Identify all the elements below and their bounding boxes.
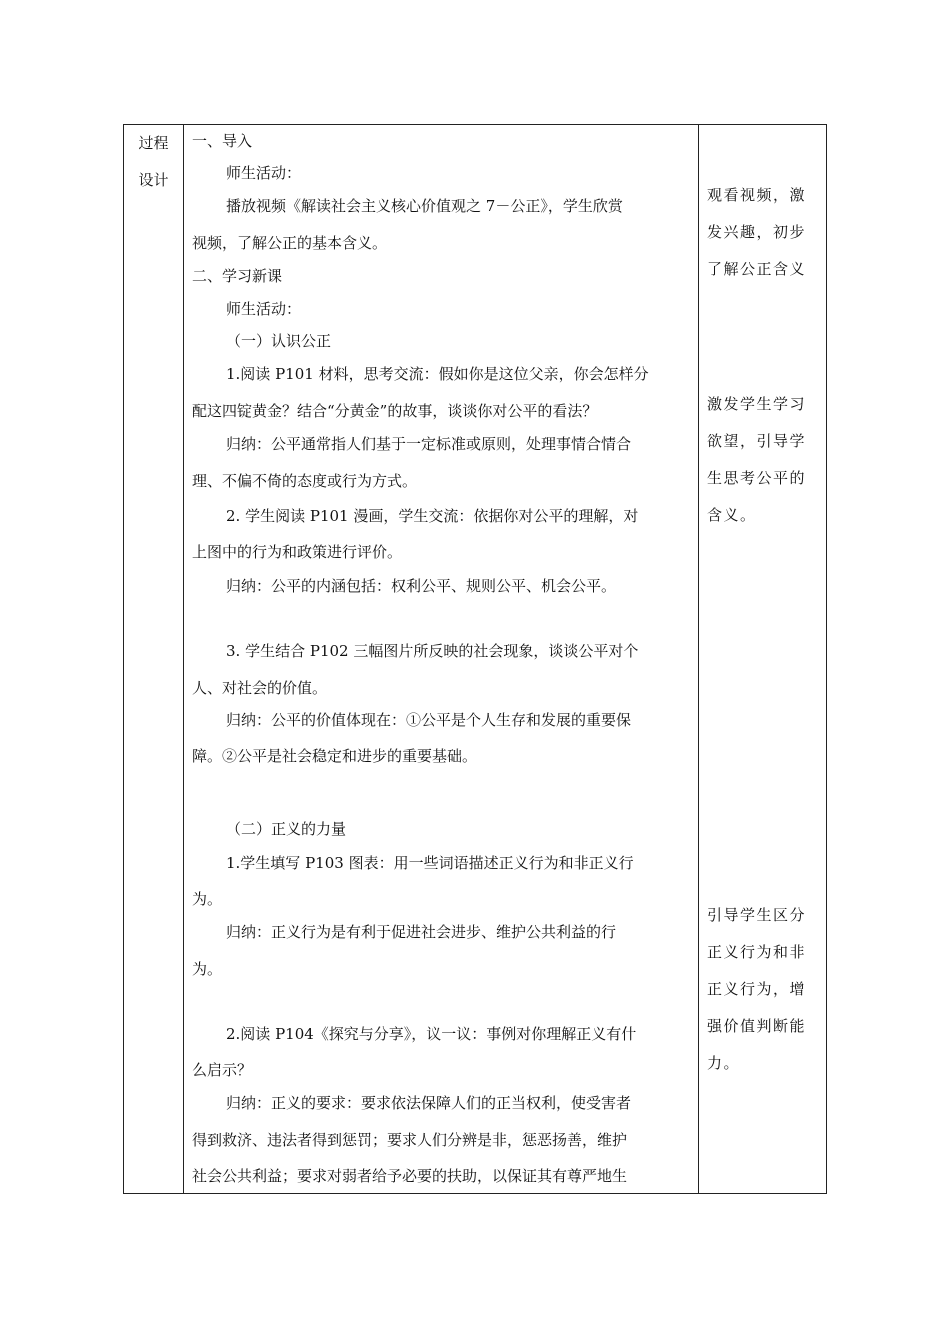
content-line: 为。 (192, 960, 223, 978)
content-line: （二）正义的力量 (226, 820, 347, 838)
lesson-table (123, 124, 827, 1194)
content-line: 上图中的行为和政策进行评价。 (192, 543, 403, 561)
content-line: 人、对社会的价值。 (192, 679, 328, 697)
note-line: 含义。 (707, 506, 757, 524)
content-line: 二、学习新课 (192, 267, 283, 285)
content-line: 1.阅读 P101 材料，思考交流：假如你是这位父亲，你会怎样分 (226, 365, 649, 383)
content-line: 视频，了解公正的基本含义。 (192, 234, 388, 252)
note-line: 生思考公平的 (707, 469, 807, 487)
content-line: 障。②公平是社会稳定和进步的重要基础。 (192, 747, 478, 765)
column-divider-2 (698, 125, 699, 1193)
content-line: 归纳：公平的价值体现在：①公平是个人生存和发展的重要保 (226, 711, 632, 729)
content-line: 2. 学生阅读 P101 漫画，学生交流：依据你对公平的理解，对 (226, 507, 639, 525)
content-line: 播放视频《解读社会主义核心价值观之 7－公正》，学生欣赏 (226, 197, 623, 215)
note-line: 欲望，引导学 (707, 432, 807, 450)
note-line: 观看视频，激 (707, 186, 807, 204)
content-line: （一）认识公正 (226, 332, 332, 350)
content-line: 得到救济、违法者得到惩罚；要求人们分辨是非，惩恶扬善，维护 (192, 1131, 628, 1149)
note-line: 力。 (707, 1054, 741, 1072)
content-line: 一、导入 (192, 132, 253, 150)
content-line: 归纳：正义行为是有利于促进社会进步、维护公共利益的行 (226, 923, 617, 941)
note-line: 引导学生区分 (707, 906, 807, 924)
content-line: 师生活动： (226, 300, 302, 318)
note-intro (707, 177, 819, 288)
column-divider-1 (183, 125, 184, 1193)
content-line: 归纳：公平通常指人们基于一定标准或原则，处理事情合情合 (226, 435, 632, 453)
content-line: 配这四锭黄金？结合“分黄金”的故事，谈谈你对公平的看法？ (192, 402, 598, 420)
content-line: 3. 学生结合 P102 三幅图片所反映的社会现象，谈谈公平对个 (226, 642, 639, 660)
content-line: 为。 (192, 890, 223, 908)
note-fairness (707, 386, 819, 534)
content-line: 么启示？ (192, 1061, 253, 1079)
content-line: 归纳：公平的内涵包括：权利公平、规则公平、机会公平。 (226, 577, 617, 595)
row-label-line: 过程 (138, 134, 169, 152)
note-justice (707, 897, 819, 1082)
note-line: 了解公正含义 (707, 260, 807, 278)
row-label (124, 125, 183, 199)
note-line: 强价值判断能 (707, 1017, 807, 1035)
row-label-line: 设计 (138, 171, 169, 189)
note-line: 正义行为和非 (707, 943, 807, 961)
note-line: 激发学生学习 (707, 395, 807, 413)
content-line: 归纳：正义的要求：要求依法保障人们的正当权利，使受害者 (226, 1094, 632, 1112)
content-line: 1.学生填写 P103 图表：用一些词语描述正义行为和非正义行 (226, 854, 634, 872)
content-line: 理、不偏不倚的态度或行为方式。 (192, 472, 418, 490)
content-line: 2.阅读 P104《探究与分享》，议一议：事例对你理解正义有什 (226, 1025, 637, 1043)
content-line: 师生活动： (226, 164, 302, 182)
note-line: 发兴趣，初步 (707, 223, 807, 241)
content-line: 社会公共利益；要求对弱者给予必要的扶助，以保证其有尊严地生 (192, 1167, 628, 1185)
note-line: 正义行为，增 (707, 980, 807, 998)
